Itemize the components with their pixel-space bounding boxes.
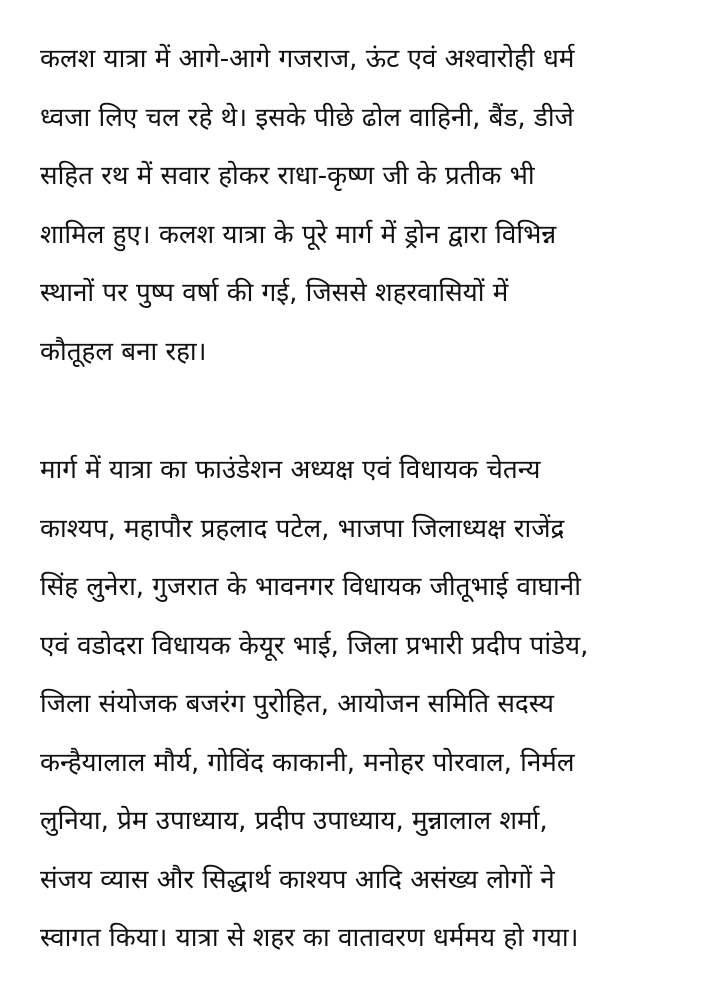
- paragraph-1-line-2: ध्वजा लिए चल रहे थे। इसके पीछे ढोल वाहिनी, बैंड, डीजे: [40, 102, 574, 133]
- paragraph-2-line-7: लुनिया, प्रेम उपाध्याय, प्रदीप उपाध्याय, मुन्नालाल शर्मा,: [40, 806, 548, 836]
- paragraph-2-line-1: मार्ग में यात्रा का फाउंडेशन अध्यक्ष एवं विधायक चेतन्य: [40, 455, 541, 485]
- paragraph-2-line-5: जिला संयोजक बजरंग पुरोहित, आयोजन समिति सदस्य: [40, 689, 554, 719]
- paragraph-2-line-8: संजय व्यास और सिद्धार्थ काश्यप आदि असंख्य लोगों ने: [40, 864, 555, 895]
- paragraph-2: [40, 441, 692, 968]
- paragraph-1-line-3: सहित रथ में सवार होकर राधा-कृष्ण जी के प्रतीक भी: [40, 161, 535, 191]
- paragraph-1-line-5: स्थानों पर पुष्प वर्षा की गई, जिससे शहरवासियों में: [40, 278, 509, 308]
- paragraph-1-line-4: शामिल हुए। कलश यात्रा के पूरे मार्ग में ड्रोन द्वारा विभिन्न: [40, 219, 557, 250]
- paragraph-gap: [40, 381, 692, 441]
- paragraph-2-line-6: कन्हैयालाल मौर्य, गोविंद काकानी, मनोहर पोरवाल, निर्मल: [40, 747, 575, 778]
- paragraph-1: [40, 30, 692, 381]
- paragraph-1-line-6: कौतूहल बना रहा।: [40, 336, 207, 367]
- paragraph-2-line-2: काश्यप, महापौर प्रहलाद पटेल, भाजपा जिलाध्यक्ष राजेंद्र: [40, 513, 565, 544]
- paragraph-2-line-9: स्वागत किया। यात्रा से शहर का वातावरण धर्ममय हो गया।: [40, 923, 579, 953]
- paragraph-1-line-1: कलश यात्रा में आगे-आगे गजराज, ऊंट एवं अश्वारोही धर्म: [40, 44, 575, 74]
- paragraph-2-line-4: एवं वडोदरा विधायक केयूर भाई, जिला प्रभारी प्रदीप पांडेय,: [40, 630, 589, 661]
- paragraph-2-line-3: सिंह लुनेरा, गुजरात के भावनगर विधायक जीतूभाई वाघानी: [40, 572, 581, 602]
